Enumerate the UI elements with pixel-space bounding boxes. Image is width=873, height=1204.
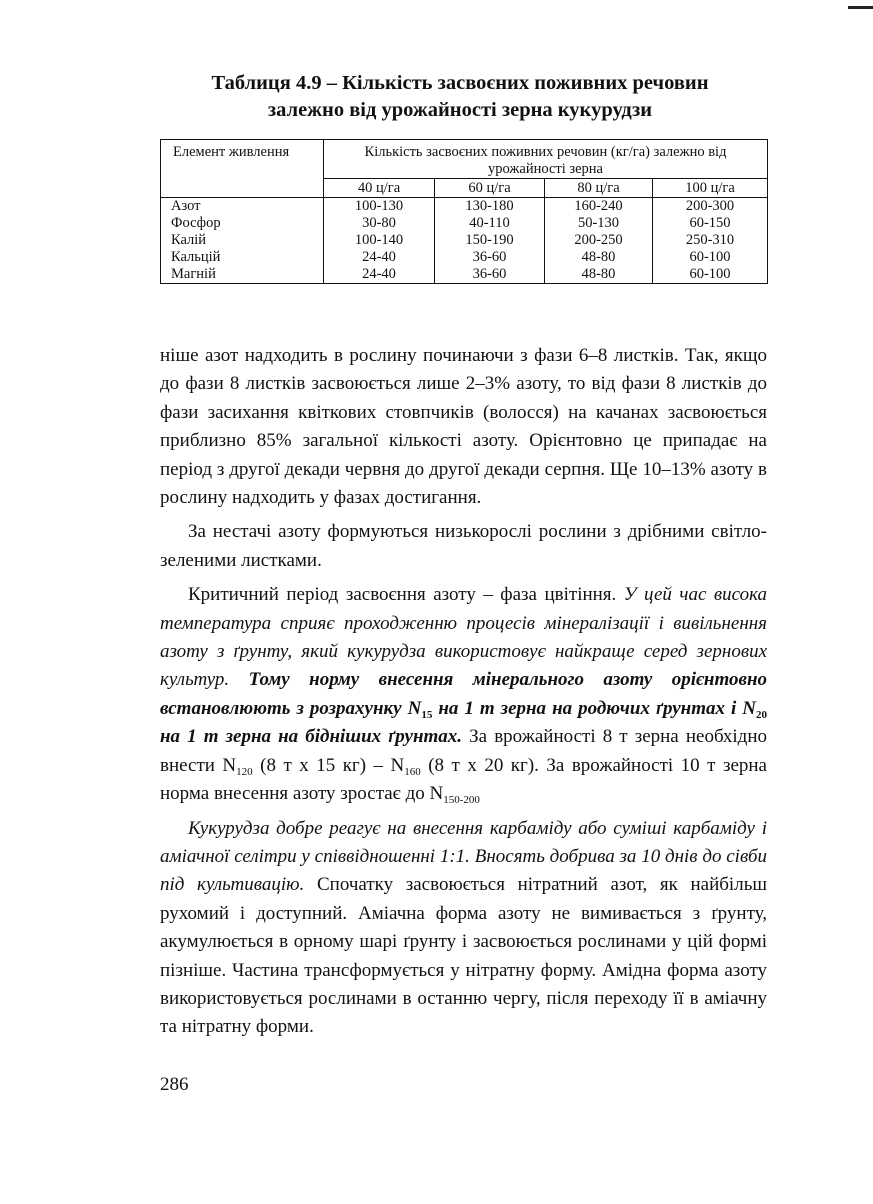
- row-label: Кальцій: [161, 249, 324, 266]
- row-label: Фосфор: [161, 215, 324, 232]
- table-row: [161, 232, 768, 249]
- table-title: [150, 70, 770, 124]
- table-title-line-2: залежно від урожайності зерна кукурудзи: [267, 99, 653, 121]
- column-header-yield: 60 ц/га: [435, 179, 545, 198]
- row-label: Калій: [161, 232, 324, 249]
- table-cell: 36-60: [435, 249, 545, 266]
- table-row: [161, 198, 768, 216]
- table-cell: 200-250: [545, 232, 653, 249]
- column-header-yield: 100 ц/га: [653, 179, 768, 198]
- table-cell: 100-140: [324, 232, 435, 249]
- italic-text: Кукурудза добре реагує на внесення карбаміду або суміші карбаміду і аміачної селітри у співвідношенні 1:1. Вносять добрива за 10 днів до сівби під культивацію.: [160, 817, 767, 896]
- subscript: 20: [756, 708, 767, 721]
- table-title-line-1: Таблиця 4.9 – Кількість засвоєних поживних речовин: [211, 72, 709, 94]
- text-run: (8 т х 15 кг) – N: [252, 754, 405, 776]
- table-cell: 50-130: [545, 215, 653, 232]
- bold-italic-text: на 1 т зерна на родючих ґрунтах і N: [432, 697, 756, 719]
- table-cell: 150-190: [435, 232, 545, 249]
- text-run: (8 т х 20 кг). За врожайності 10 т зерна норма внесення азоту зростає до N: [160, 754, 767, 805]
- table-row: [161, 215, 768, 232]
- column-group-header: Кількість засвоєних поживних речовин (кг/га) залежно від урожайності зерна: [324, 140, 768, 179]
- table-cell: 250-310: [653, 232, 768, 249]
- row-label: Магній: [161, 266, 324, 284]
- paragraph: [160, 815, 767, 1042]
- text-run: Критичний період засвоєння азоту – фаза цвітіння.: [188, 584, 624, 606]
- subscript: 150-200: [443, 794, 480, 807]
- subscript: 120: [236, 765, 253, 778]
- column-header-yield: 40 ц/га: [324, 179, 435, 198]
- subscript: 15: [421, 708, 433, 721]
- column-header-element: Елемент живлення: [161, 140, 324, 198]
- bold-italic-text: на 1 т зерна на бідніших ґрунтах.: [160, 726, 463, 748]
- paragraph: [160, 581, 767, 808]
- table-cell: 30-80: [324, 215, 435, 232]
- table-cell: 24-40: [324, 266, 435, 284]
- table-cell: 48-80: [545, 266, 653, 284]
- table-cell: 200-300: [653, 198, 768, 216]
- corner-mark: [848, 6, 873, 9]
- page-number: 286: [160, 1074, 189, 1095]
- bold-italic-text: Тому норму внесення мінерального азоту орієнтовно встановлюють з розрахунку N: [160, 669, 768, 719]
- table-cell: 36-60: [435, 266, 545, 284]
- column-header-yield: 80 ц/га: [545, 179, 653, 198]
- paragraph: За нестачі азоту формуються низькорослі рослини з дрібними світло-зеленими листками.: [160, 521, 767, 571]
- subscript: 160: [404, 765, 421, 778]
- text-run: За врожайності 8 т зерна необхідно внести N: [160, 726, 767, 776]
- table-cell: 60-100: [653, 266, 768, 284]
- paragraph: ніше азот надходить в рослину починаючи з фази 6–8 листків. Так, якщо до фази 8 листків засвоюється лише 2–3% азоту, то від фази 8 листків до фази засихання квіткових стовпчиків (волосся) на качанах засвоюється приблизно 85% загальної кількості азоту. Орієнтовно це припадає на період з другої декади червня до другої декади серпня. Ще 10–13% азоту в рослину надходить у фазах достигання.: [160, 345, 767, 509]
- table-cell: 160-240: [545, 198, 653, 216]
- table-row: [161, 266, 768, 284]
- table-cell: 24-40: [324, 249, 435, 266]
- table-cell: 60-150: [653, 215, 768, 232]
- table-row: [161, 249, 768, 266]
- table-cell: 100-130: [324, 198, 435, 216]
- table-cell: 40-110: [435, 215, 545, 232]
- table-cell: 60-100: [653, 249, 768, 266]
- row-label: Азот: [161, 198, 324, 216]
- body-text: [160, 342, 767, 1048]
- text-run: Спочатку засвоюється нітратний азот, як найбільш рухомий і доступний. Аміачна форма азоту не вимивається з ґрунту, акумулюється в орному шарі ґрунту і засвоюється рослинами у цій формі пізніше. Частина трансформується у нітратну форму. Амідна форма азоту використовується рослинами в останню чергу, після переходу її в аміачну та нітратну форми.: [160, 874, 767, 1038]
- table-cell: 48-80: [545, 249, 653, 266]
- table-cell: 130-180: [435, 198, 545, 216]
- nutrient-table: [160, 139, 768, 284]
- italic-text: У цей час висока температура сприяє проходженню процесів мінералізації і вивільнення азоту з ґрунту, який кукурудза використовує найкраще серед зернових культур.: [160, 584, 767, 691]
